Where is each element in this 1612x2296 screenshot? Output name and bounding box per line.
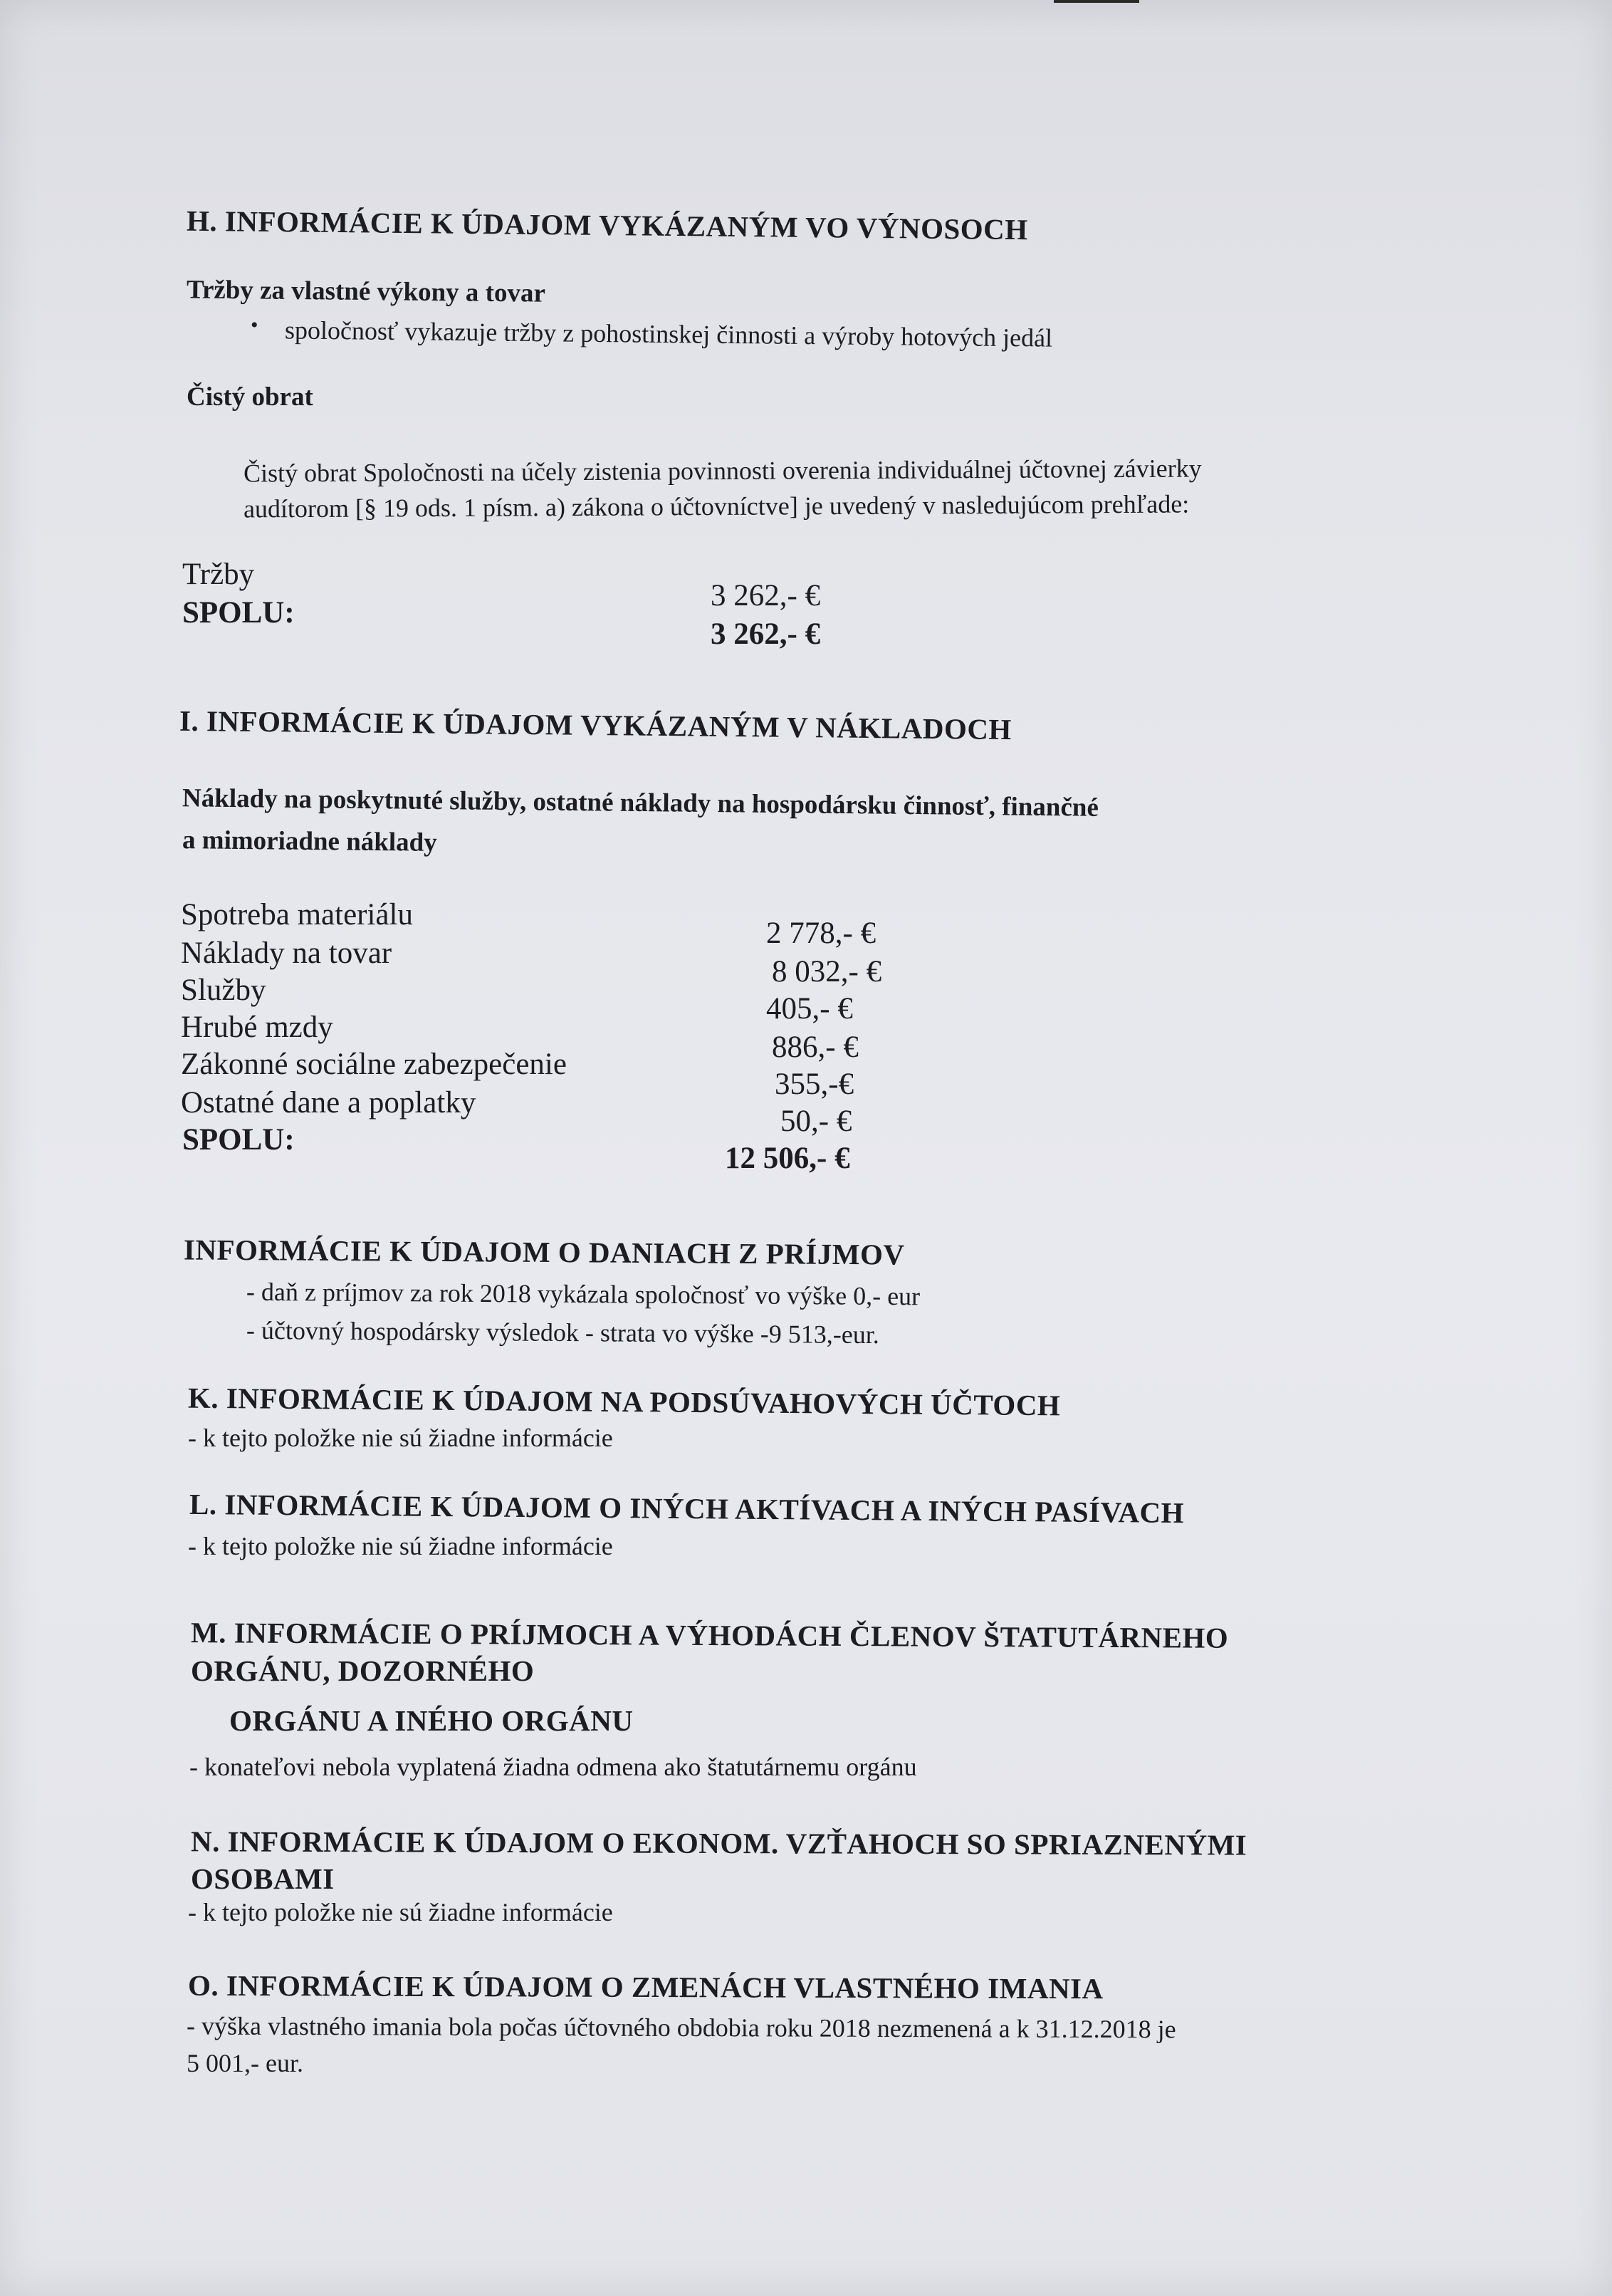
section-k-line1: - k tejto položke nie sú žiadne informácie xyxy=(188,1424,613,1452)
bullet-icon: • xyxy=(251,313,258,337)
section-h-title: H. INFORMÁCIE K ÚDAJOM VYKÁZANÝM VO VÝNOSOCH xyxy=(186,204,1028,246)
cost-row-label: Hrubé mzdy xyxy=(181,1011,333,1044)
cost-row-value: 405,- € xyxy=(766,992,853,1026)
revenue-label: Tržby xyxy=(182,558,255,591)
section-m-title-line2: ORGÁNU, DOZORNÉHO xyxy=(191,1654,535,1687)
cost-row-label: Náklady na tovar xyxy=(181,936,392,970)
section-m-line1: - konateľovi nebola vyplatená žiadna odmena ako štatutárnemu orgánu xyxy=(189,1753,917,1781)
cost-row-value: 886,- € xyxy=(772,1030,859,1064)
net-turnover-paragraph-line2: audítorom [§ 19 ods. 1 písm. a) zákona o účtovníctve] je uvedený v nasledujúcom prehľade: xyxy=(243,489,1190,523)
page-top-edge xyxy=(1054,0,1139,3)
section-n-title-line2: OSOBAMI xyxy=(191,1862,335,1895)
section-i-title: I. INFORMÁCIE K ÚDAJOM VYKÁZANÝM V NÁKLADOCH xyxy=(179,704,1012,746)
cost-total-value: 12 506,- € xyxy=(725,1142,850,1175)
cost-row-label: Ostatné dane a poplatky xyxy=(181,1086,476,1120)
section-l-line1: - k tejto položke nie sú žiadne informácie xyxy=(188,1532,613,1560)
cost-row-value: 8 032,- € xyxy=(772,955,882,988)
section-j-line1: - daň z príjmov za rok 2018 vykázala spoločnosť vo výške 0,- eur xyxy=(246,1277,921,1311)
cost-total-label: SPOLU: xyxy=(182,1123,295,1157)
net-turnover-heading: Čistý obrat xyxy=(187,382,313,412)
revenue-total-value: 3 262,- € xyxy=(711,617,821,651)
section-o-title: O. INFORMÁCIE K ÚDAJOM O ZMENÁCH VLASTNÉHO IMANIA xyxy=(187,1968,1104,2005)
section-h-subheading: Tržby za vlastné výkony a tovar xyxy=(186,275,546,308)
section-i-subheading-line1: Náklady na poskytnuté služby, ostatné náklady na hospodársku činnosť, finančné xyxy=(182,783,1099,823)
section-j-line2: - účtovný hospodársky výsledok - strata vo výške -9 513,-eur. xyxy=(246,1315,879,1350)
section-k-title: K. INFORMÁCIE K ÚDAJOM NA PODSÚVAHOVÝCH ÚČTOCH xyxy=(187,1381,1061,1422)
cost-row-label: Služby xyxy=(181,974,266,1007)
cost-row-value: 50,- € xyxy=(780,1105,852,1138)
cost-row-value: 2 778,- € xyxy=(766,917,876,950)
section-l-title: L. INFORMÁCIE K ÚDAJOM O INÝCH AKTÍVACH A INÝCH PASÍVACH xyxy=(189,1487,1185,1530)
cost-row-value: 355,-€ xyxy=(775,1068,854,1101)
revenue-value: 3 262,- € xyxy=(711,579,821,612)
section-i-subheading-line2: a mimoriadne náklady xyxy=(182,825,437,857)
section-h-bullet-text: spoločnosť vykazuje tržby z pohostinskej činnosti a výroby hotových jedál xyxy=(284,315,1053,353)
section-n-line1: - k tejto položke nie sú žiadne informácie xyxy=(188,1898,613,1926)
cost-row-label: Spotreba materiálu xyxy=(181,898,413,932)
revenue-total-label: SPOLU: xyxy=(182,596,295,630)
section-j-title: INFORMÁCIE K ÚDAJOM O DANIACH Z PRÍJMOV xyxy=(183,1233,905,1271)
section-o-line2: 5 001,- eur. xyxy=(187,2049,303,2077)
section-m-title-line1: M. INFORMÁCIE O PRÍJMOCH A VÝHODÁCH ČLENOV ŠTATUTÁRNEHO xyxy=(190,1616,1229,1654)
section-m-title-line3: ORGÁNU A INÉHO ORGÁNU xyxy=(229,1704,634,1737)
section-n-title-line1: N. INFORMÁCIE K ÚDAJOM O EKONOM. VZŤAHOCH SO SPRIAZNENÝMI xyxy=(190,1825,1247,1862)
net-turnover-paragraph-line1: Čistý obrat Spoločnosti na účely zistenia povinnosti overenia individuálnej účtovnej závierky xyxy=(243,454,1202,488)
section-o-line1: - výška vlastného imania bola počas účtovného obdobia roku 2018 nezmenená a k 31.12.2018 je xyxy=(186,2011,1176,2044)
cost-row-label: Zákonné sociálne zabezpečenie xyxy=(181,1048,567,1081)
